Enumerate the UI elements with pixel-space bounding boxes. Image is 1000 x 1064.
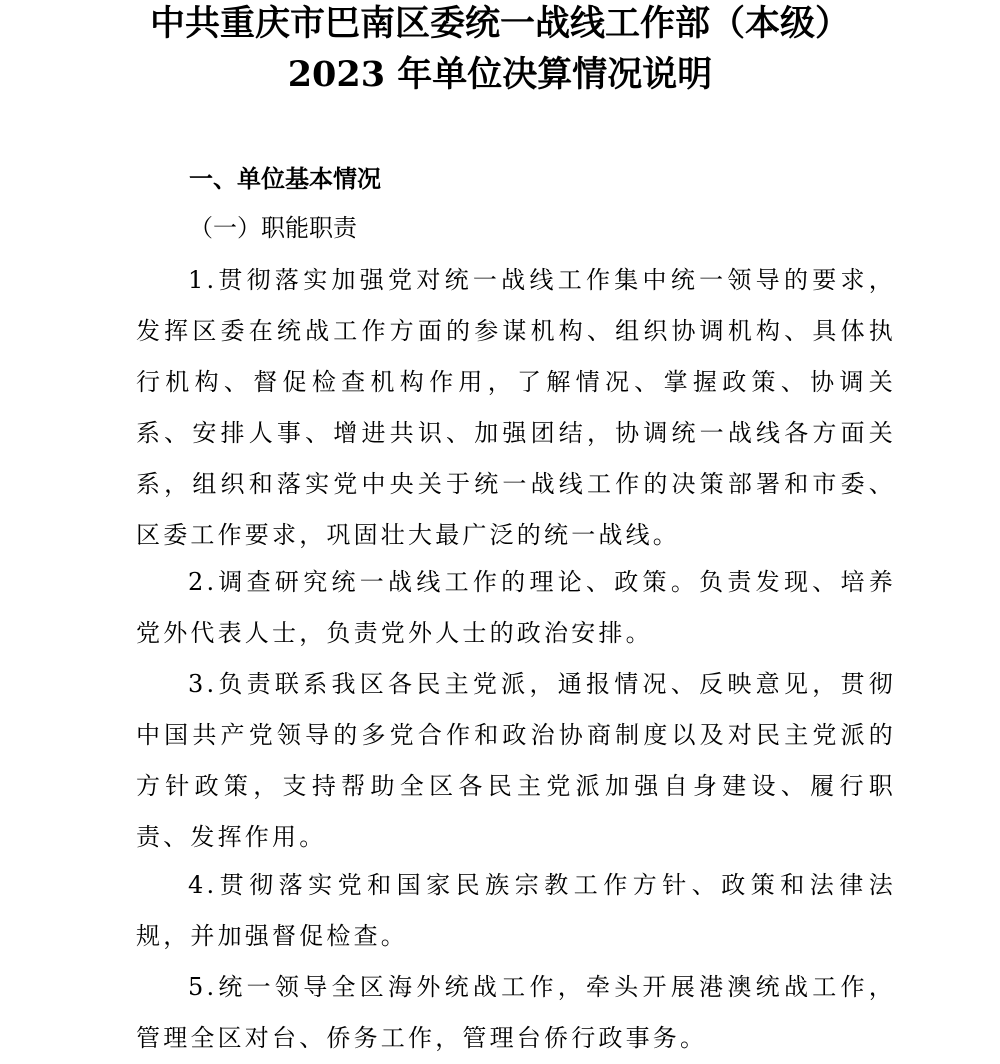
paragraph-duty-1: 1.贯彻落实加强党对统一战线工作集中统一领导的要求，发挥区委在统战工作方面的参谋机构、组织协调机构、具体执行机构、督促检查机构作用，了解情况、掌握政策、协调关系、安排人事、增进共识、加强团结，协调统一战线各方面关系，组织和落实党中央关于统一战线工作的决策部署和市委、区委工作要求，巩固壮大最广泛的统一战线。 xyxy=(136,266,896,549)
document-title-line-1: 中共重庆市巴南区委统一战线工作部（本级） xyxy=(149,3,850,44)
paragraph-duty-5: 5.统一领导全区海外统战工作，牵头开展港澳统战工作，管理全区对台、侨务工作，管理台侨行政事务。 xyxy=(136,973,896,1052)
document-title-line-2: 2023 年单位决算情况说明 xyxy=(287,54,713,95)
subsection-heading-functions: （一）职能职责 xyxy=(189,214,357,242)
section-heading-basic-info: 一、单位基本情况 xyxy=(189,165,381,193)
paragraph-duty-3: 3.负责联系我区各民主党派，通报情况、反映意见，贯彻中国共产党领导的多党合作和政治协商制度以及对民主党派的方针政策，支持帮助全区各民主党派加强自身建设、履行职责、发挥作用。 xyxy=(136,670,896,851)
paragraph-duty-2: 2.调查研究统一战线工作的理论、政策。负责发现、培养党外代表人士，负责党外人士的政治安排。 xyxy=(136,568,896,647)
paragraph-duty-4: 4.贯彻落实党和国家民族宗教工作方针、政策和法律法规，并加强督促检查。 xyxy=(136,871,896,950)
